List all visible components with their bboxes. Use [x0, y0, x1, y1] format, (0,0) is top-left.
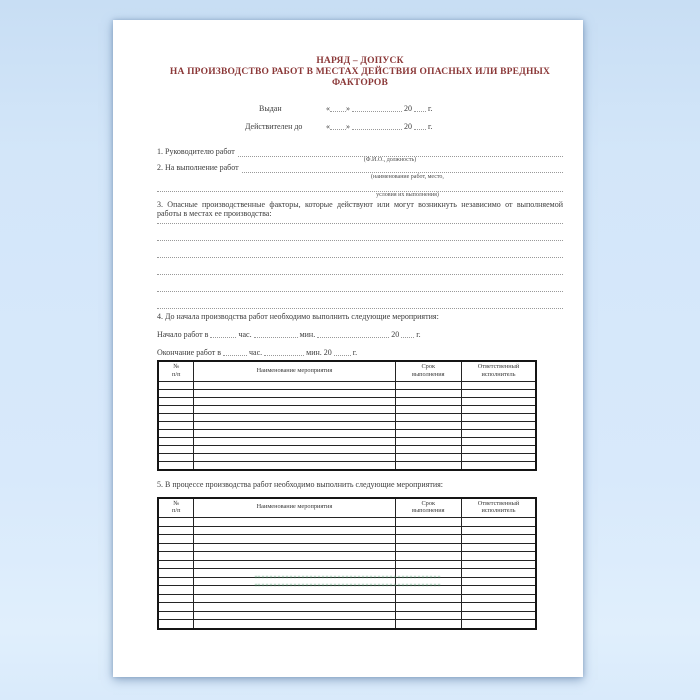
table-cell: [462, 453, 536, 461]
measures-table-during-work: [157, 497, 563, 630]
work-end-row: [157, 347, 563, 357]
blank-field: [352, 103, 402, 112]
table-cell: [194, 594, 395, 603]
table-cell: [194, 429, 395, 437]
table-cell: [158, 577, 194, 586]
blank-field: [330, 121, 346, 130]
table-cell: [462, 437, 536, 445]
table-row: [158, 552, 536, 561]
table-cell: [194, 560, 395, 569]
issued-label: Выдан: [259, 104, 282, 113]
open-quote: «: [326, 122, 330, 131]
title-line-3: ФАКТОРОВ: [332, 78, 388, 88]
table-cell: [158, 381, 194, 389]
blank-field: [334, 347, 351, 356]
section-4-text: 4. До начала производства работ необходимо выполнить следующие мероприятия:: [157, 312, 439, 321]
table-cell: [158, 620, 194, 629]
table-cell: [395, 611, 462, 620]
table-cell: [462, 560, 536, 569]
table-row: [158, 381, 536, 389]
table-cell: [395, 526, 462, 535]
table-cell: [462, 389, 536, 397]
table-cell: [194, 445, 395, 453]
table-cell: [462, 461, 536, 470]
table-cell: [395, 560, 462, 569]
blank-field: [264, 347, 304, 356]
blank-field: [414, 121, 426, 130]
blank-field: [330, 103, 346, 112]
table-cell: [158, 586, 194, 595]
table-cell: [395, 437, 462, 445]
table-cell: [158, 535, 194, 544]
year-prefix: 20: [404, 104, 412, 113]
table-cell: [194, 611, 395, 620]
table-row: [158, 611, 536, 620]
table-cell: [158, 445, 194, 453]
table-cell: [462, 445, 536, 453]
table-cell: [462, 413, 536, 421]
table-cell: [462, 526, 536, 535]
table-cell: [395, 453, 462, 461]
table-cell: [158, 413, 194, 421]
table-cell: [395, 594, 462, 603]
table-cell: [158, 594, 194, 603]
table-row: [158, 535, 536, 544]
blank-field: [238, 148, 563, 157]
blank-field: [157, 292, 563, 309]
blank-field: [242, 164, 563, 173]
table-cell: [462, 429, 536, 437]
table-cell: [158, 397, 194, 405]
table-cell: [194, 453, 395, 461]
table-cell: [395, 620, 462, 629]
table-cell: [194, 381, 395, 389]
table-row: [158, 421, 536, 429]
field-label: 1. Руководителю работ: [157, 147, 235, 156]
table-cell: [158, 389, 194, 397]
title-line-1: НАРЯД – ДОПУСК: [316, 56, 404, 66]
table-cell: [158, 611, 194, 620]
issued-date-row: [259, 103, 563, 113]
table-header-row: [158, 361, 536, 381]
table-row: [158, 453, 536, 461]
table-row: [158, 461, 536, 470]
blank-field: [157, 224, 563, 241]
table-row: [158, 586, 536, 595]
table-cell: [194, 526, 395, 535]
field-work-supervisor: [157, 148, 563, 157]
table-cell: [158, 603, 194, 612]
blank-field: [352, 121, 402, 130]
table-cell: [395, 586, 462, 595]
table-cell: [194, 552, 395, 561]
table-cell: [158, 405, 194, 413]
blank-field: [210, 329, 236, 338]
field-work-description: [157, 164, 563, 173]
field-hint: (Ф.И.О., должность): [363, 157, 417, 163]
table-cell: [158, 526, 194, 535]
table-cell: [158, 437, 194, 445]
table-cell: [462, 620, 536, 629]
title-line-2: НА ПРОИЗВОДСТВО РАБОТ В МЕСТАХ ДЕЙСТВИЯ ОПАСНЫХ ИЛИ ВРЕДНЫХ: [169, 67, 551, 77]
measures-table-before-work: [157, 360, 563, 471]
blank-field: [157, 181, 563, 192]
table-cell: [158, 518, 194, 527]
table-cell: [395, 603, 462, 612]
hours-label: час.: [238, 330, 252, 339]
table-cell: [194, 437, 395, 445]
table-header-cell: № п/п: [158, 498, 194, 518]
blank-field: [157, 258, 563, 275]
field-hint: (наименование работ, место,: [371, 174, 444, 180]
table-cell: [462, 569, 536, 578]
table-cell: [194, 461, 395, 470]
table-cell: [158, 552, 194, 561]
table-header-row: [158, 498, 536, 518]
table-cell: [194, 413, 395, 421]
year-suffix: г.: [352, 348, 358, 357]
table-cell: [395, 389, 462, 397]
table-row: [158, 518, 536, 527]
year-prefix: 20: [391, 330, 400, 339]
table-cell: [462, 603, 536, 612]
start-label: Начало работ в: [157, 330, 209, 339]
table-cell: [462, 421, 536, 429]
blank-field: [157, 275, 563, 292]
table-cell: [395, 429, 462, 437]
minutes-label: мин. 20: [306, 348, 332, 357]
table-header-cell: Ответственный исполнитель: [462, 361, 536, 381]
table-cell: [462, 594, 536, 603]
table-row: [158, 620, 536, 629]
valid-until-row: [245, 121, 563, 131]
table-header-cell: Наименование мероприятия: [194, 361, 395, 381]
watermark: [255, 570, 440, 586]
table-cell: [462, 543, 536, 552]
table-cell: [194, 586, 395, 595]
table-cell: [158, 569, 194, 578]
field-hint: условия их выполнения): [376, 192, 439, 198]
table-header-cell: Срок выполнения: [395, 361, 462, 381]
table-cell: [194, 421, 395, 429]
table-cell: [158, 429, 194, 437]
table-cell: [158, 543, 194, 552]
section-3-text: 3. Опасные производственные факторы, которые действуют или могут возникнуть независимо от выполняемой работы в местах ее производства:: [157, 200, 563, 218]
table-cell: [462, 611, 536, 620]
table-cell: [395, 421, 462, 429]
table-cell: [395, 461, 462, 470]
table-cell: [395, 381, 462, 389]
blank-field: [254, 329, 298, 338]
table-cell: [462, 405, 536, 413]
table-cell: [194, 389, 395, 397]
table-cell: [395, 543, 462, 552]
table-cell: [395, 518, 462, 527]
close-quote: »: [346, 122, 350, 131]
table-cell: [194, 518, 395, 527]
table-cell: [395, 413, 462, 421]
table-row: [158, 397, 536, 405]
blank-field: [401, 329, 414, 338]
table-cell: [158, 453, 194, 461]
year-suffix: г.: [428, 122, 433, 131]
table-row: [158, 526, 536, 535]
hours-label: час.: [249, 348, 263, 357]
open-quote: «: [326, 104, 330, 113]
table-row: [158, 413, 536, 421]
table-row: [158, 445, 536, 453]
table-cell: [158, 421, 194, 429]
document-title: [157, 56, 563, 89]
work-start-row: [157, 329, 563, 339]
minutes-label: мин.: [299, 330, 316, 339]
table-header-cell: Срок выполнения: [395, 498, 462, 518]
blank-field: [157, 241, 563, 258]
table-cell: [462, 535, 536, 544]
table-cell: [462, 577, 536, 586]
table-row: [158, 405, 536, 413]
table-cell: [462, 397, 536, 405]
table-cell: [462, 586, 536, 595]
valid-until-label: Действителен до: [245, 122, 303, 131]
table-cell: [462, 552, 536, 561]
year-prefix: 20: [404, 122, 412, 131]
table-cell: [395, 397, 462, 405]
table-header-cell: № п/п: [158, 361, 194, 381]
close-quote: »: [346, 104, 350, 113]
table-cell: [462, 381, 536, 389]
table-header-cell: Наименование мероприятия: [194, 498, 395, 518]
document-content: [157, 20, 563, 630]
table-cell: [194, 543, 395, 552]
table-cell: [462, 518, 536, 527]
measures-table: [157, 360, 537, 471]
watermark-line: [255, 570, 440, 578]
table-cell: [158, 560, 194, 569]
table-row: [158, 543, 536, 552]
table-row: [158, 560, 536, 569]
document-page: [113, 20, 583, 677]
table-row: [158, 437, 536, 445]
table-row: [158, 603, 536, 612]
blank-field: [223, 347, 247, 356]
table-row: [158, 389, 536, 397]
table-cell: [395, 445, 462, 453]
table-cell: [194, 405, 395, 413]
blank-field: [317, 329, 389, 338]
table-cell: [194, 535, 395, 544]
table-row: [158, 429, 536, 437]
table-cell: [194, 620, 395, 629]
table-cell: [194, 397, 395, 405]
year-suffix: г.: [416, 330, 421, 339]
table-cell: [158, 461, 194, 470]
table-row: [158, 594, 536, 603]
table-cell: [395, 552, 462, 561]
end-label: Окончание работ в: [157, 348, 222, 357]
table-header-cell: Ответственный исполнитель: [462, 498, 536, 518]
section-3-blank-lines: [157, 218, 563, 309]
field-label: 2. На выполнение работ: [157, 163, 239, 172]
measures-table: [157, 497, 537, 630]
watermark-line: [255, 578, 440, 586]
blank-field: [414, 103, 426, 112]
year-suffix: г.: [428, 104, 433, 113]
table-cell: [194, 603, 395, 612]
table-cell: [395, 535, 462, 544]
table-cell: [395, 405, 462, 413]
section-5-text: 5. В процессе производства работ необходимо выполнить следующие мероприятия:: [157, 479, 444, 489]
